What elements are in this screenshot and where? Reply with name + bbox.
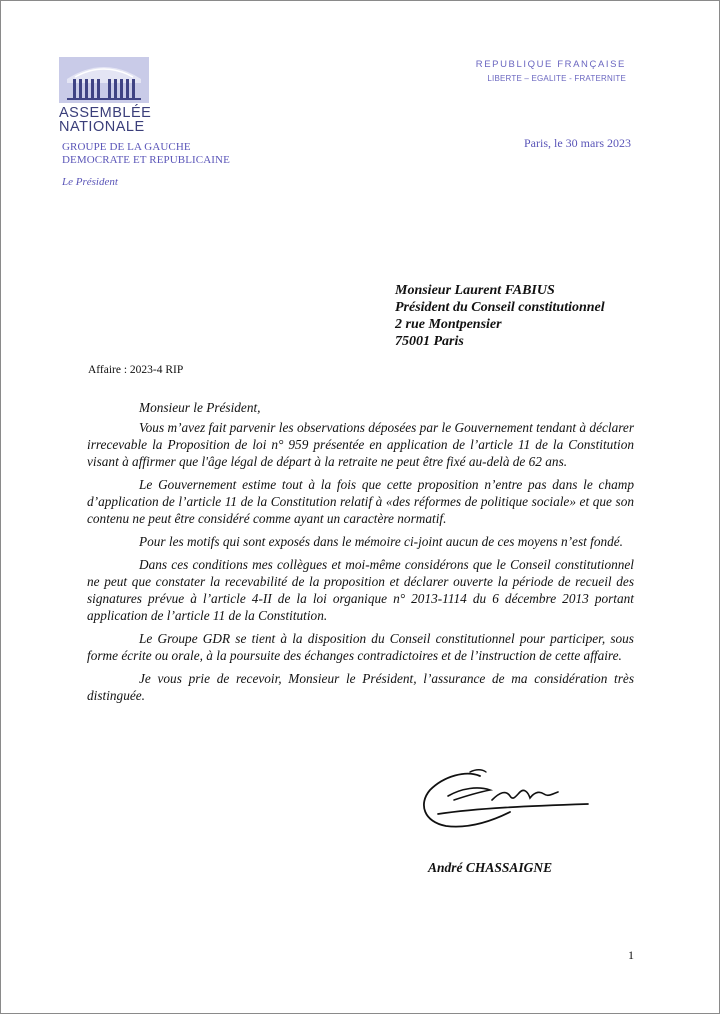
letter-date: Paris, le 30 mars 2023 <box>524 136 631 150</box>
paragraph-2: Le Gouvernement estime tout à la fois que cette proposition n’entre pas dans le champ d’application de l’article 11 de la Constitution relatif à «des réformes de politique sociale» et que son contenu ne peut être considéré comme ayant un caractère normatif. <box>87 477 634 526</box>
group-name-line1: GROUPE DE LA GAUCHE <box>62 141 191 153</box>
recipient-title: Président du Conseil constitutionnel <box>395 300 605 315</box>
recipient-address <box>395 282 605 350</box>
recipient-street: 2 rue Montpensier <box>395 317 502 332</box>
logo-text-line2: NATIONALE <box>59 119 145 135</box>
paragraph-1: Vous m’avez fait parvenir les observations déposées par le Gouvernement tendant à déclarer irrecevable la Proposition de loi n° 959 présentée en application de l’article 11 de la Constitution visant à affirmer que l'âge légal de départ à la retraite ne peut être fixé au-delà de 62 ans. <box>87 420 634 469</box>
handwritten-signature-icon <box>418 766 598 838</box>
case-reference: Affaire : 2023-4 RIP <box>88 364 184 376</box>
logo-text-line1: ASSEMBLÉE <box>59 105 152 121</box>
letter-body <box>87 399 634 710</box>
republic-header <box>476 59 626 83</box>
president-title: Le Président <box>62 176 118 188</box>
assemblee-nationale-logo <box>59 57 151 134</box>
page-number: 1 <box>628 948 634 962</box>
republic-name: REPUBLIQUE FRANÇAISE <box>475 59 626 70</box>
paragraph-5: Le Groupe GDR se tient à la disposition du Conseil constitutionnel pour participer, sous forme écrite ou orale, à la poursuite des échanges contradictoires et de l’instruction de cette affaire. <box>87 631 634 663</box>
signer-name: André CHASSAIGNE <box>428 860 553 875</box>
group-name <box>62 141 230 167</box>
group-name-line2: DEMOCRATE ET REPUBLICAINE <box>62 154 230 166</box>
paragraph-4: Dans ces conditions mes collègues et moi-même considérons que le Conseil constitutionnel ne peut que constater la recevabilité de la proposition et déclarer ouverte la période de recueil des signatures prévue à l’article 4-II de la loi organique n° 2013-1114 du 6 décembre 2013 portant application de l’article 11 de la Constitution. <box>87 557 634 623</box>
hemicycle-emblem-icon <box>59 57 149 103</box>
recipient-city: 75001 Paris <box>395 334 464 349</box>
paragraph-3: Pour les motifs qui sont exposés dans le mémoire ci-joint aucun de ces moyens n’est fondé. <box>139 534 624 549</box>
recipient-name: Monsieur Laurent FABIUS <box>395 283 555 298</box>
republic-motto: LIBERTE – EGALITE - FRATERNITE <box>487 74 626 83</box>
salutation: Monsieur le Président, <box>139 400 261 415</box>
paragraph-6: Je vous prie de recevoir, Monsieur le Président, l’assurance de ma considération très distinguée. <box>87 671 634 703</box>
